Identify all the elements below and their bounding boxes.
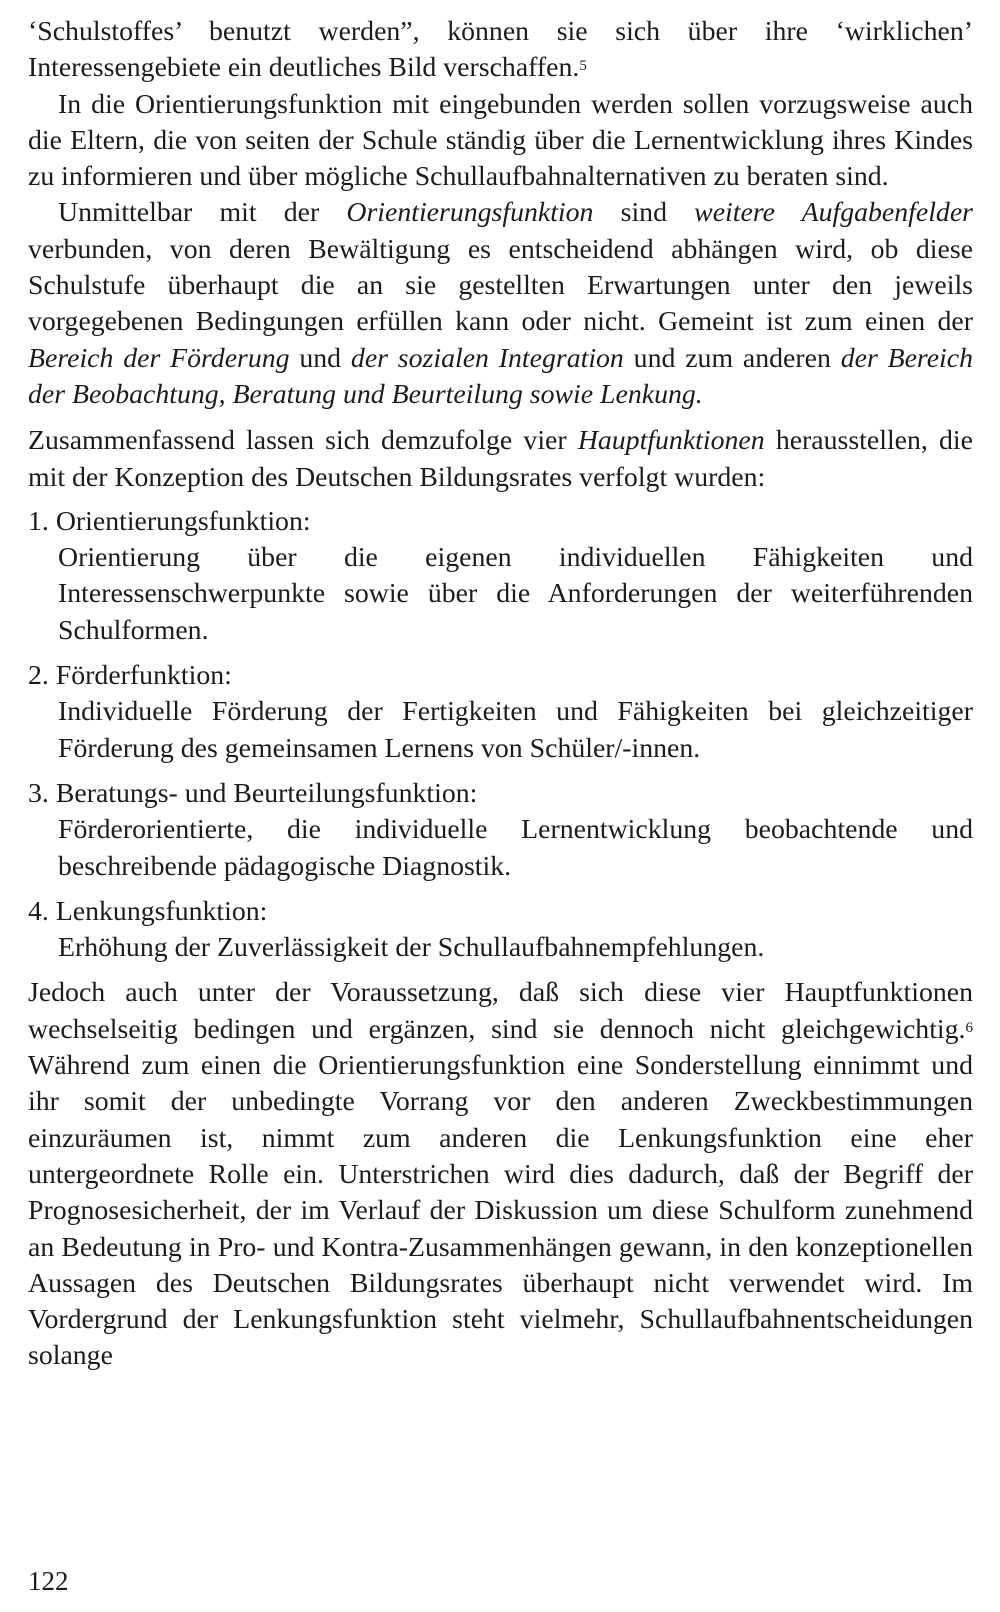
list-item-title: Orientierungsfunktion: [55,505,311,537]
list-item-title: Beratungs- und Beurteilungsfunktion: [55,777,478,809]
text-run: sind [593,197,695,229]
emphasis-text: Orientierungsfunktion [346,197,594,229]
list-item-head [28,776,973,812]
footnote-marker: 6 [965,1019,973,1036]
list-item [28,658,973,767]
text-run: und [289,342,351,374]
text-run: und zum anderen [623,342,841,374]
paragraph-weighting [28,975,973,1374]
list-item [28,776,973,885]
text-run: herausstellen, die mit der Konzeption des Deutschen Bildungsrates verfolgt wurden: [28,425,973,493]
list-item-number: 1. [28,505,49,537]
list-item-description: Förderorientierte, die individuelle Lernentwicklung beobachtende und beschreibende pädagogische Diagnostik. [58,814,973,882]
paragraph-summary-intro [28,423,973,496]
text-run: In die Orientierungsfunktion mit eingebunden werden sollen vorzugsweise auch die Eltern, die von seiten der Schule ständig über die Lernentwicklung ihres Kindes zu informieren und über mögliche Schullaufbahnalternativen zu beraten sind. [28,88,973,193]
list-item-description: Orientierung über die eigenen individuellen Fähigkeiten und Interessenschwerpunkte sowie über die Anforderungen der weiterführenden Schulformen. [58,542,973,646]
emphasis-text: Hauptfunktionen [577,425,765,457]
list-item-title: Lenkungsfunktion: [55,895,268,927]
paragraph-parents [28,87,973,196]
list-item-number: 4. [28,895,49,927]
list-item [28,894,973,967]
list-item-title: Förderfunktion: [55,660,232,692]
emphasis-text: Bereich der Förderung [28,342,290,374]
top-section [28,14,973,413]
list-item-head [28,504,973,540]
list-item-description: Individuelle Förderung der Fertigkeiten und Fähigkeiten bei gleichzeitiger Förderung des gemeinsamen Lernens von Schüler/-innen. [58,696,973,764]
text-run: Während zum einen die Orientierungsfunktion eine Sonderstellung einnimmt und ihr somit der unbedingte Vorrang vor den anderen Zweckbestimmungen einzuräumen ist, nimmt zum anderen die Lenkungsfunktion eine eher untergeordnete Rolle ein. Unterstrichen wird dies dadurch, daß der Begriff der Prognosesicherheit, der im Verlauf der Diskussion um diese Schulform zunehmend an Bedeutung in Pro- und Kontra-Zusammenhängen gewann, in den konzeptionellen Aussagen des Deutschen Bildungsrates überhaupt nicht verwendet wird. Im Vordergrund der Lenkungsfunktion steht vielmehr, Schullaufbahnentscheidungen solange [28,1050,973,1372]
text-run: ‘Schulstoffes’ benutzt werden”, können sie sich über ihre ‘wirklichen’ Interessengebiete ein deutliches Bild verschaffen. [28,16,973,84]
footnote-marker: 5 [579,58,587,75]
paragraph-continuation [28,14,973,87]
emphasis-text: der sozialen Integration [350,342,624,374]
text-run: verbunden, von deren Bewältigung es entscheidend abhängen wird, ob diese Schulstufe überhaupt die an sie gestellten Erwartungen unter den jeweils vorgegebenen Bedingungen erfüllen kann oder nicht. Gemeint ist zum einen der [28,233,973,338]
list-item-number: 3. [28,777,49,809]
text-run: Jedoch auch unter der Voraussetzung, daß sich diese vier Hauptfunktionen wechselseitig bedingen und ergänzen, sind sie dennoch nicht gleichgewichtig. [28,977,973,1045]
list-item-number: 2. [28,660,49,692]
emphasis-text: der Bereich der Beobachtung, Beratung und Beurteilung sowie Lenkung. [28,342,974,410]
emphasis-text: weitere Aufgabenfelder [694,197,973,229]
list-item-head [28,894,973,930]
page-number: 122 [28,1566,69,1596]
list-item-description: Erhöhung der Zuverlässigkeit der Schullaufbahnempfehlungen. [58,932,765,964]
main-functions-list [28,504,973,967]
text-run: Unmittelbar mit der [58,197,347,229]
list-item-head [28,658,973,694]
paragraph-further-tasks [28,195,973,413]
list-item [28,504,973,649]
text-run: Zusammenfassend lassen sich demzufolge vier [28,425,578,457]
